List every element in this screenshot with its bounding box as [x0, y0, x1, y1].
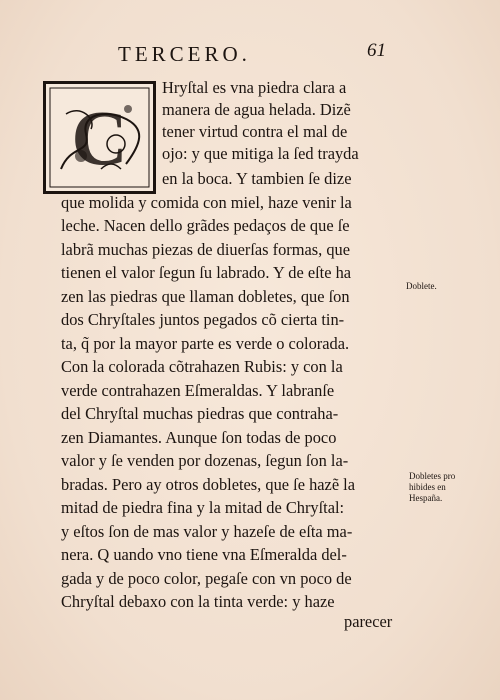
text-line: tener virtud contra el mal de: [162, 122, 348, 141]
margin-note-line: Dobletes pro: [409, 471, 456, 481]
margin-note-line: Hespaña.: [409, 493, 443, 503]
text-line: verde contrahazen Eſmeraldas. Y labranſe: [61, 381, 335, 400]
text-line: dos Chryſtales juntos pegados cõ cierta tin-: [61, 310, 345, 329]
text-line: y eſtos ſon de mas valor y hazeſe de eſta ma-: [61, 522, 353, 541]
text-line: labrã muchas piezas de diuerſas formas, que: [61, 240, 350, 259]
decorated-initial: [43, 81, 156, 194]
initial-letter: C: [71, 93, 128, 181]
text-line: Chryſtal debaxo con la tinta verde: y haze: [61, 592, 335, 611]
text-line: leche. Nacen dello grãdes pedaços de que ſe: [61, 216, 350, 235]
text-line: en la boca. Y tambien ſe dize: [162, 169, 352, 188]
text-line: nera. Q uando vno tiene vna Eſmeralda del-: [61, 545, 347, 564]
text-line: zen las piedras que llaman dobletes, que ſon: [61, 287, 350, 306]
text-line: manera de agua helada. Dizẽ: [162, 100, 351, 119]
running-title: TERCERO.: [118, 42, 251, 66]
text-line: que molida y comida con miel, haze venir la: [61, 193, 352, 212]
text-line: bradas. Pero ay otros dobletes, que ſe hazẽ la: [61, 475, 356, 494]
catchword: parecer: [344, 612, 393, 631]
text-line: Hryſtal es vna piedra clara a: [162, 78, 347, 97]
text-line: zen Diamantes. Aunque ſon todas de poco: [61, 428, 337, 447]
page-number: 61: [367, 40, 386, 61]
text-line: gada y de poco color, pegaſe con vn poco de: [61, 569, 352, 588]
margin-note-line: hibides en: [409, 482, 446, 492]
text-line: del Chryſtal muchas piedras que contraha-: [61, 404, 339, 423]
margin-note-doblete: Doblete.: [406, 281, 437, 291]
text-line: ta, q̃ por la mayor parte es verde o colorada.: [61, 334, 350, 353]
text-line: tienen el valor ſegun ſu labrado. Y de eſte ha: [61, 263, 352, 282]
text-line: Con la colorada cõtrahazen Rubis: y con la: [61, 357, 343, 376]
text-line: ojo: y que mitiga la ſed trayda: [162, 144, 359, 163]
text-line: valor y ſe venden por dozenas, ſegun ſon la-: [61, 451, 349, 470]
text-line: mitad de piedra fina y la mitad de Chryſtal:: [61, 498, 345, 517]
